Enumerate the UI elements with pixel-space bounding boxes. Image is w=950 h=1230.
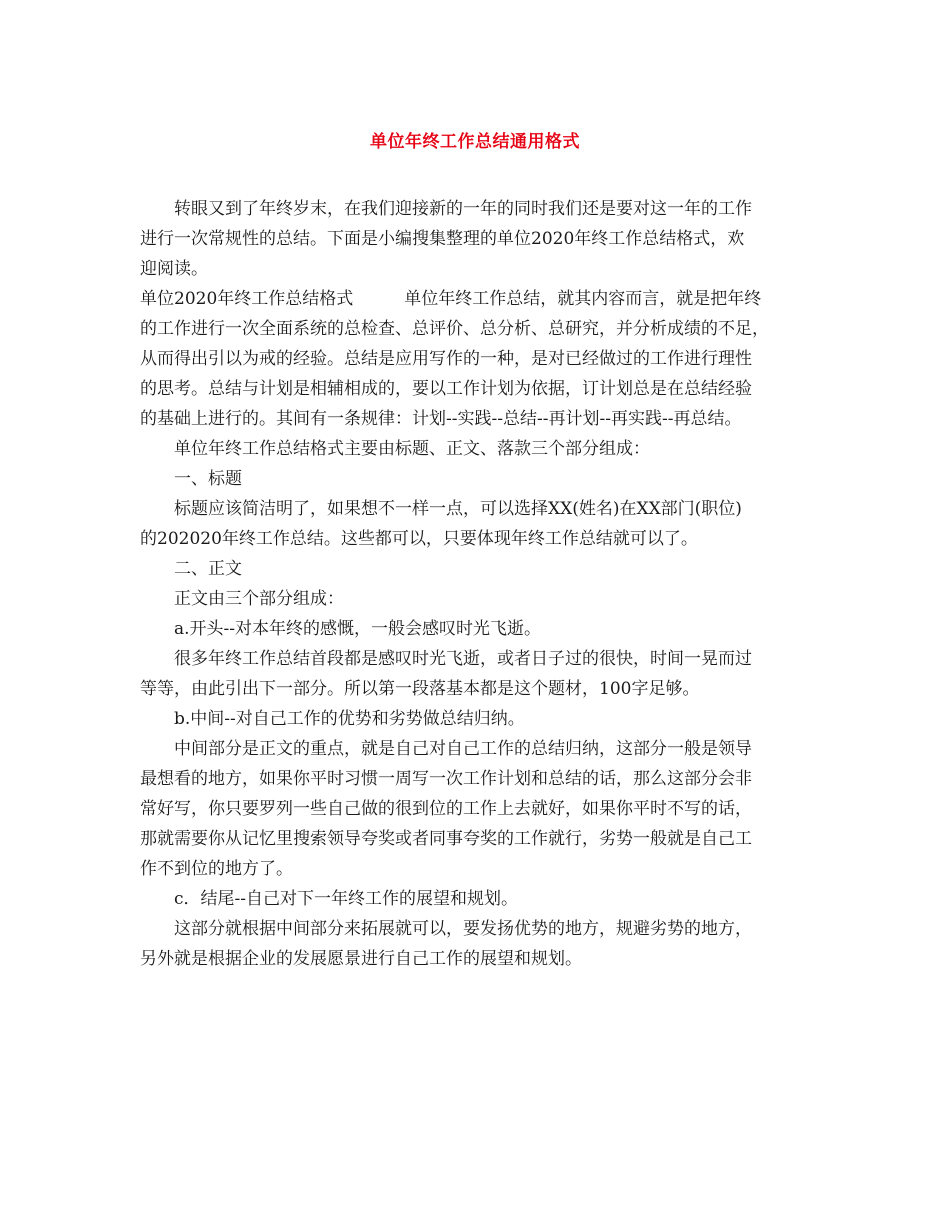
text-line: c．结尾--自己对下一年终工作的展望和规划。 — [174, 889, 519, 909]
text-line: 标题应该简洁明了，如果想不一样一点，可以选择XX(姓名)在XX部门(职位) — [174, 499, 742, 519]
text-line: 等等，由此引出下一部分。所以第一段落基本都是这个题材，100字足够。 — [140, 679, 700, 699]
text-line: 正文由三个部分组成： — [174, 589, 344, 609]
text-line: 二、正文 — [174, 559, 242, 579]
text-line: b.中间--对自己工作的优势和劣势做总结归纳。 — [174, 709, 525, 729]
text-line: 单位2020年终工作总结格式 单位年终工作总结，就其内容而言，就是把年终 — [140, 289, 762, 309]
text-line: 那就需要你从记忆里搜索领导夸奖或者同事夸奖的工作就行，劣势一般就是自己工 — [140, 829, 752, 849]
text-line: 这部分就根据中间部分来拓展就可以，要发扬优势的地方，规避劣势的地方， — [174, 919, 752, 939]
text-line: 很多年终工作总结首段都是感叹时光飞逝，或者日子过的很快，时间一晃而过 — [174, 649, 752, 669]
text-line: 进行一次常规性的总结。下面是小编搜集整理的单位2020年终工作总结格式，欢 — [140, 229, 745, 249]
text-line: a.开头--对本年终的感慨，一般会感叹时光飞逝。 — [174, 619, 542, 639]
text-line: 的基础上进行的。其间有一条规律：计划--实践--总结--再计划--再实践--再总结。 — [140, 409, 742, 429]
text-line: 一、标题 — [174, 469, 242, 489]
text-line: 迎阅读。 — [140, 259, 208, 279]
text-line: 最想看的地方，如果你平时习惯一周写一次工作计划和总结的话，那么这部分会非 — [140, 769, 752, 789]
text-line: 作不到位的地方了。 — [140, 859, 293, 879]
document-body — [140, 194, 820, 974]
text-line: 的思考。总结与计划是相辅相成的，要以工作计划为依据，订计划总是在总结经验 — [140, 379, 752, 399]
document-title: 单位年终工作总结通用格式 — [370, 132, 580, 152]
text-line: 中间部分是正文的重点，就是自己对自己工作的总结归纳，这部分一般是领导 — [174, 739, 752, 759]
text-line: 从而得出引以为戒的经验。总结是应用写作的一种，是对已经做过的工作进行理性 — [140, 349, 752, 369]
text-line: 另外就是根据企业的发展愿景进行自己工作的展望和规划。 — [140, 949, 582, 969]
text-line: 单位年终工作总结格式主要由标题、正文、落款三个部分组成： — [174, 439, 650, 459]
text-line: 的工作进行一次全面系统的总检查、总评价、总分析、总研究，并分析成绩的不足， — [140, 319, 769, 339]
text-line: 转眼又到了年终岁末，在我们迎接新的一年的同时我们还是要对这一年的工作 — [174, 199, 752, 219]
text-line: 常好写，你只要罗列一些自己做的很到位的工作上去就好，如果你平时不写的话， — [140, 799, 752, 819]
text-line: 的202020年终工作总结。这些都可以，只要体现年终工作总结就可以了。 — [140, 529, 698, 549]
